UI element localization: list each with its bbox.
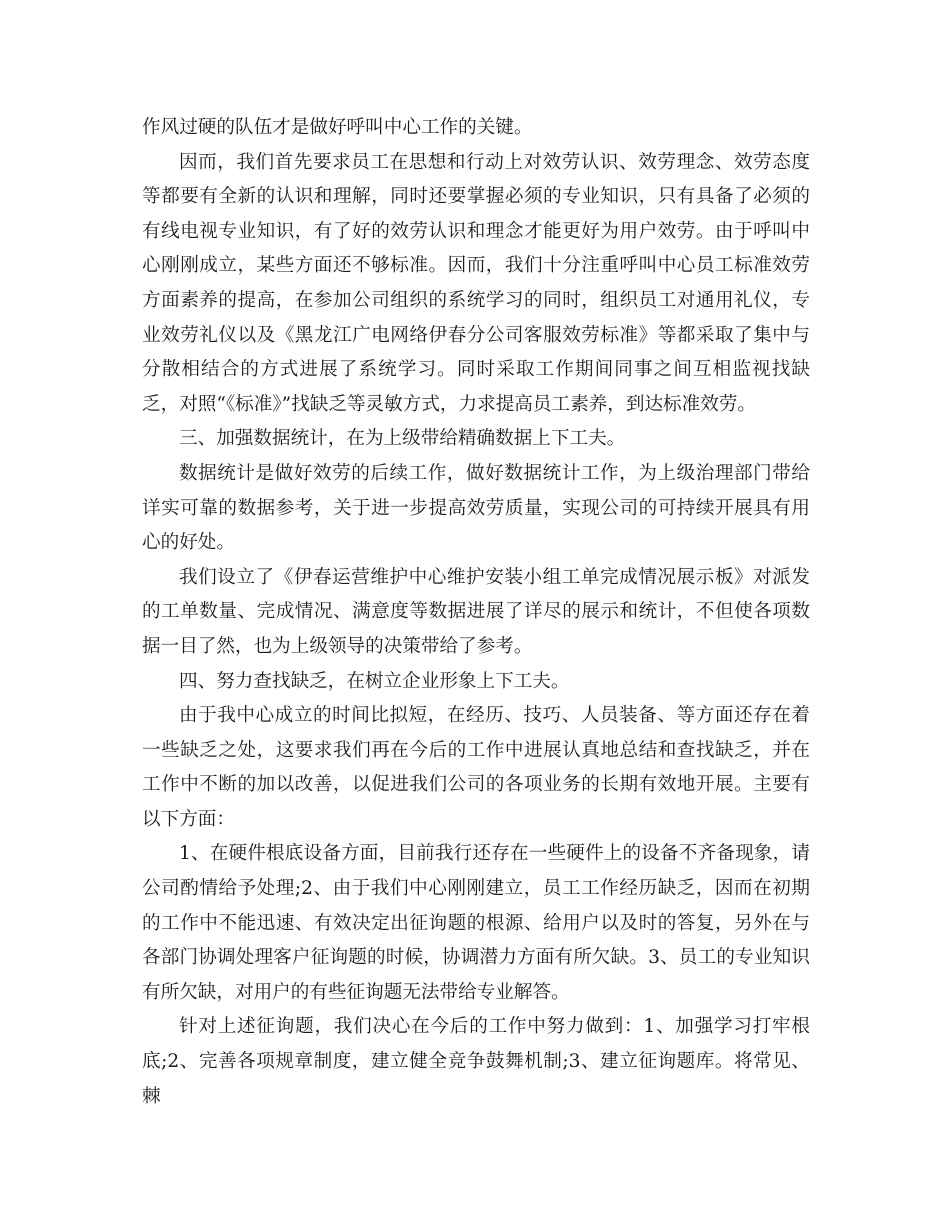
paragraph-data-statistics: 数据统计是做好效劳的后续工作，做好数据统计工作，为上级治理部门带给详实可靠的数据参考，关于进一步提高效劳质量，实现公司的可持续开展具有用心的好处。	[142, 462, 810, 554]
heading-section-three: 三、加强数据统计，在为上级带给精确数据上下工夫。	[179, 428, 626, 450]
document-body	[142, 111, 810, 1114]
paragraph-issue-list: 1、在硬件根底设备方面，目前我行还存在一些硬件上的设备不齐备现象，请公司酌情给予处理;2、由于我们中心刚刚建立，员工工作经历缺乏，因而在初期的工作中不能迅速、有效决定出征询题的根源、给用户以及时的答复，另外在与各部门协调处理客户征询题的时候，协调潜力方面有所欠缺。3、员工的专业知识有所欠缺，对用户的有些征询题无法带给专业解答。	[142, 843, 810, 1003]
paragraph-service-awareness: 因而，我们首先要求员工在思想和行动上对效劳认识、效劳理念、效劳态度等都要有全新的认识和理解，同时还要掌握必须的专业知识，只有具备了必须的有线电视专业知识，有了好的效劳认识和理念才能更好为用户效劳。由于呼叫中心刚刚成立，某些方面还不够标准。因而，我们十分注重呼叫中心员工标准效劳方面素养的提高，在参加公司组织的系统学习的同时，组织员工对通用礼仪，专业效劳礼仪以及《黑龙江广电网络伊春分公司客服效劳标准》等都采取了集中与分散相结合的方式进展了系统学习。同时采取工作期间同事之间互相监视找缺乏，对照“《标准》”找缺乏等灵敏方式，力求提高员工素养，到达标准效劳。	[142, 151, 810, 415]
paragraph-display-board: 我们设立了《伊春运营维护中心维护安装小组工单完成情况展示板》对派发的工单数量、完成情况、满意度等数据进展了详尽的展示和统计，不但使各项数据一目了然，也为上级领导的决策带给了参考。	[142, 566, 810, 657]
paragraph-measures: 针对上述征询题，我们决心在今后的工作中努力做到：1、加强学习打牢根底;2、完善各项规章制度，建立健全竞争鼓舞机制;3、建立征询题库。将常见、棘	[142, 1016, 810, 1107]
paragraph-shortcomings: 由于我中心成立的时间比拟短，在经历、技巧、人员装备、等方面还存在着一些缺乏之处，这要求我们再在今后的工作中进展认真地总结和查找缺乏，并在工作中不断的加以改善，以促进我们公司的各项业务的长期有效地开展。主要有以下方面：	[142, 705, 810, 830]
heading-section-four: 四、努力查找缺乏，在树立企业形象上下工夫。	[179, 670, 570, 692]
paragraph-continuation: 作风过硬的队伍才是做好呼叫中心工作的关键。	[142, 117, 533, 138]
